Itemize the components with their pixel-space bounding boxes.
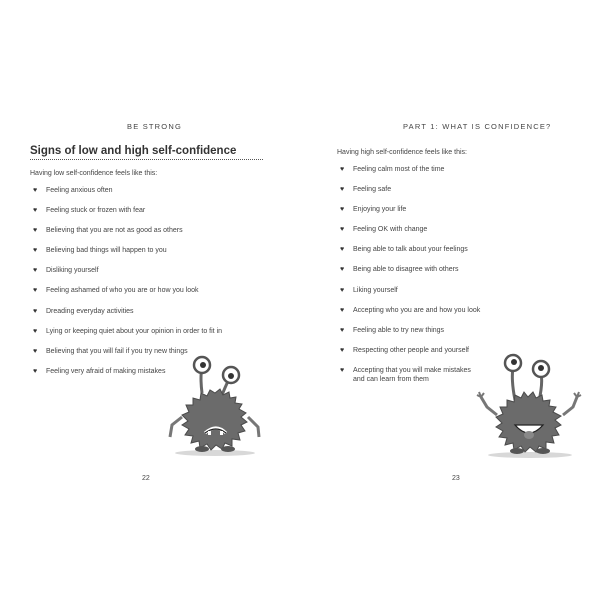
list-item bbox=[340, 306, 480, 326]
heart-icon: ♥ bbox=[33, 307, 38, 315]
monster-shadow bbox=[488, 452, 572, 458]
heart-icon: ♥ bbox=[340, 266, 345, 274]
heart-icon: ♥ bbox=[33, 347, 38, 355]
list-item bbox=[340, 346, 480, 366]
list-item bbox=[340, 366, 480, 395]
running-head-left: BE STRONG bbox=[127, 122, 182, 131]
list-item bbox=[33, 327, 222, 347]
section-title: Signs of low and high self-confidence bbox=[30, 145, 237, 157]
page-number-right: 23 bbox=[452, 475, 460, 482]
list-item-text: Lying or keeping quiet about your opinion in order to fit in bbox=[46, 327, 223, 335]
heart-icon: ♥ bbox=[340, 286, 345, 294]
monster-shadow bbox=[175, 450, 255, 456]
list-item bbox=[33, 286, 222, 306]
heart-icon: ♥ bbox=[33, 327, 38, 335]
list-item-text-line1: Accepting that you will make mistakes bbox=[353, 366, 471, 374]
heart-icon: ♥ bbox=[340, 346, 345, 354]
low-confidence-intro: Having low self-confidence feels like this: bbox=[30, 170, 158, 177]
list-item-text: Feeling OK with change bbox=[353, 226, 428, 234]
list-item-text: Believing that you will fail if you try new things bbox=[46, 347, 188, 355]
happy-monster-icon bbox=[475, 345, 585, 465]
heart-icon: ♥ bbox=[340, 226, 345, 234]
title-dotted-rule bbox=[30, 159, 263, 160]
list-item bbox=[340, 326, 480, 346]
list-item-text: Respecting other people and yourself bbox=[353, 346, 469, 354]
list-item bbox=[340, 225, 480, 245]
list-item bbox=[33, 246, 222, 266]
high-confidence-list bbox=[340, 165, 480, 395]
heart-icon: ♥ bbox=[33, 267, 38, 275]
heart-icon: ♥ bbox=[33, 287, 38, 295]
list-item-text: Feeling stuck or frozen with fear bbox=[46, 207, 146, 215]
list-item bbox=[340, 185, 480, 205]
heart-icon: ♥ bbox=[33, 207, 38, 215]
heart-icon: ♥ bbox=[340, 206, 345, 214]
list-item-text: Accepting who you are and how you look bbox=[353, 306, 481, 314]
list-item-text: Feeling safe bbox=[353, 186, 392, 194]
list-item bbox=[340, 245, 480, 265]
list-item bbox=[33, 186, 222, 206]
list-item bbox=[33, 307, 222, 327]
list-item-text: Feeling ashamed of who you are or how you look bbox=[46, 287, 199, 295]
list-item-text: Feeling calm most of the time bbox=[353, 166, 445, 173]
heart-icon: ♥ bbox=[340, 326, 345, 334]
list-item-text: Believing bad things will happen to you bbox=[46, 247, 167, 255]
list-item-text: Feeling able to try new things bbox=[353, 326, 445, 334]
heart-icon: ♥ bbox=[340, 246, 345, 254]
high-confidence-intro: Having high self-confidence feels like this: bbox=[337, 149, 467, 156]
list-item-text: Enjoying your life bbox=[353, 206, 407, 214]
heart-icon: ♥ bbox=[33, 367, 38, 375]
list-item-text: Believing that you are not as good as others bbox=[46, 227, 183, 235]
list-item-text: Being able to disagree with others bbox=[353, 266, 459, 274]
right-page bbox=[300, 0, 600, 600]
list-item bbox=[33, 226, 222, 246]
list-item bbox=[340, 286, 480, 306]
list-item bbox=[33, 266, 222, 286]
heart-icon: ♥ bbox=[33, 187, 38, 194]
sad-monster-icon bbox=[160, 345, 280, 465]
heart-icon: ♥ bbox=[340, 306, 345, 314]
heart-icon: ♥ bbox=[33, 247, 38, 255]
list-item-text: Disliking yourself bbox=[46, 267, 99, 275]
list-item bbox=[33, 206, 222, 226]
page-number-left: 22 bbox=[142, 475, 150, 482]
list-item-text: Feeling very afraid of making mistakes bbox=[46, 367, 166, 375]
list-item bbox=[340, 165, 480, 185]
list-item-text: Dreading everyday activities bbox=[46, 307, 134, 315]
heart-icon: ♥ bbox=[340, 366, 345, 374]
list-item bbox=[340, 265, 480, 285]
heart-icon: ♥ bbox=[340, 166, 345, 173]
list-item-text: Being able to talk about your feelings bbox=[353, 246, 468, 254]
list-item-text: Feeling anxious often bbox=[46, 187, 113, 194]
list-item-text-line2: and can learn from them bbox=[353, 375, 429, 383]
heart-icon: ♥ bbox=[340, 186, 345, 194]
list-item-text: Liking yourself bbox=[353, 286, 398, 294]
running-head-right: PART 1: WHAT IS CONFIDENCE? bbox=[403, 122, 552, 131]
list-item bbox=[340, 205, 480, 225]
heart-icon: ♥ bbox=[33, 227, 38, 235]
